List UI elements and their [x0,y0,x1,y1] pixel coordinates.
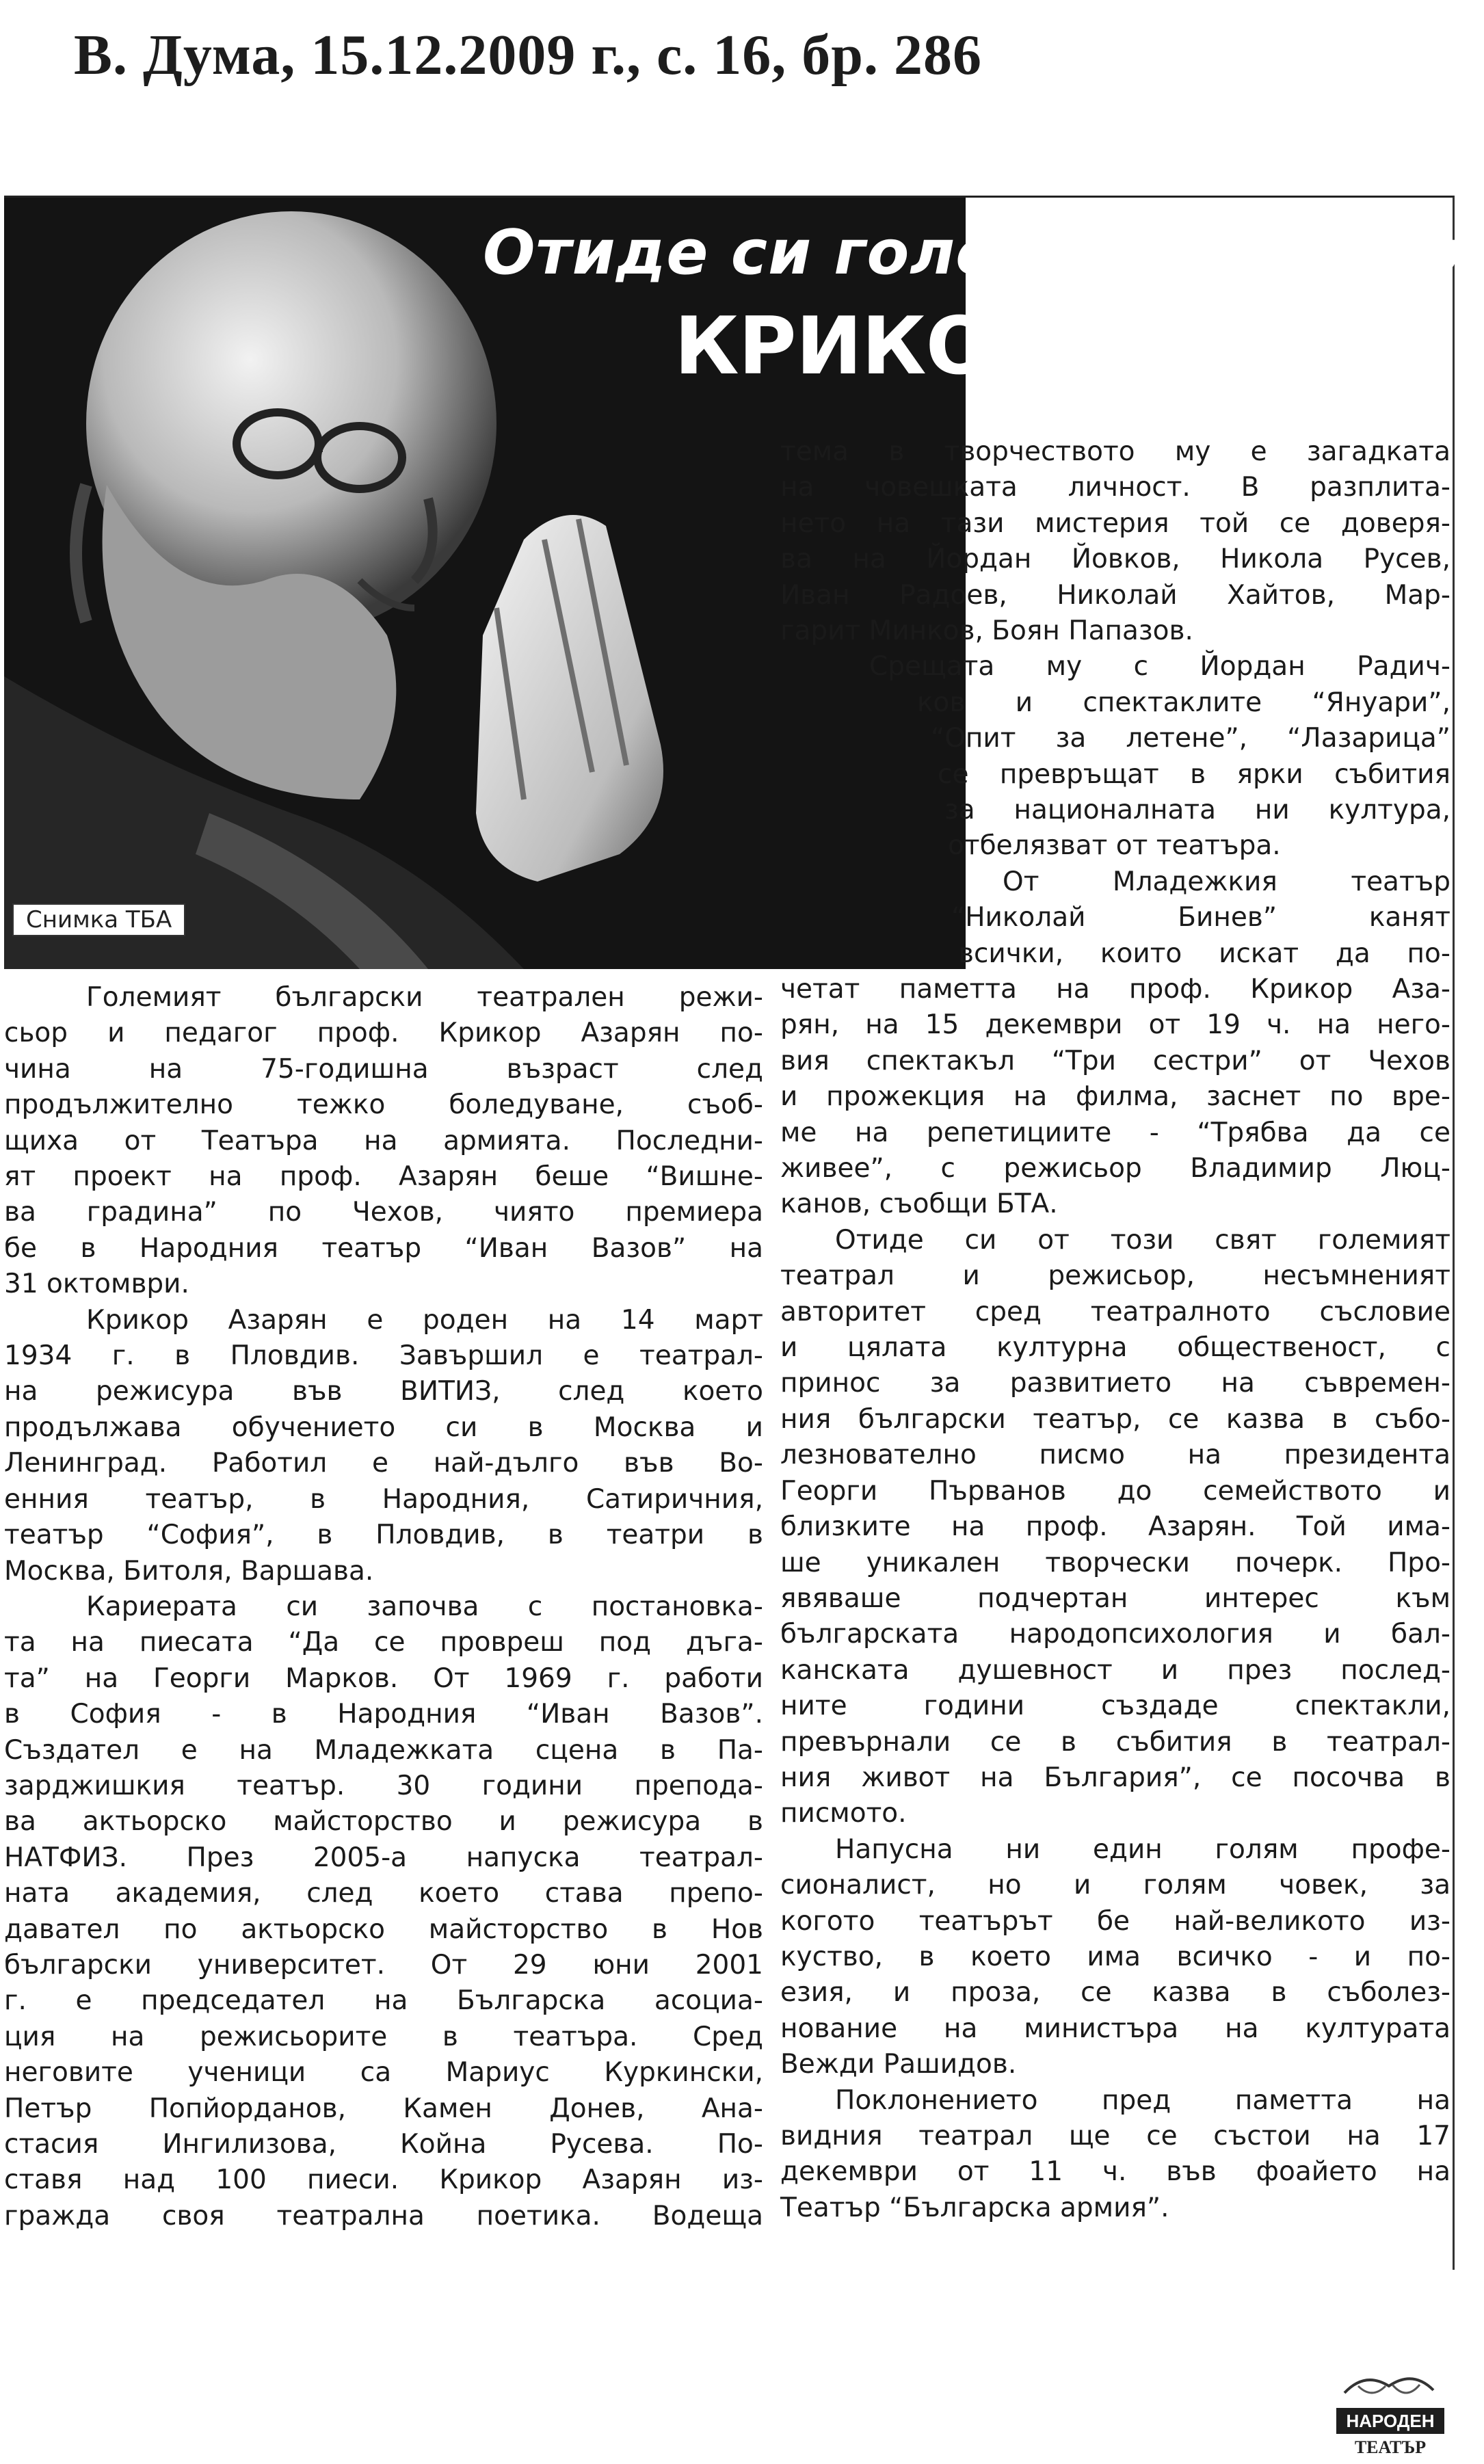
text-line: и цялата културна общественост, с [780,1332,1450,1364]
text-line: ния български театър, се казва в събо- [780,1403,1450,1435]
text-line: на човешката личност. В разплита- [780,472,1450,503]
text-line: щиха от Театъра на армията. Последни- [4,1125,763,1156]
text-line: лезнователно писмо на президента [780,1440,1450,1471]
kicker: Отиде си големият театрал [483,217,1482,289]
text-line: живее”, с режисьор Владимир Люц- [780,1153,1450,1184]
text-line: канската душевност и през послед- [780,1654,1450,1686]
text-line: ков и спектаклите “Януари”, [917,687,1450,718]
left-column [4,980,763,2234]
source-line: В. Дума, 15.12.2009 г., с. 16, бр. 286 [74,23,983,87]
right-column-top [780,434,1450,972]
text-line: бе в Народния театър “Иван Вазов” на [4,1232,763,1264]
text-line: български университет. От 29 юни 2001 [4,1949,763,1981]
text-line: Ленинград. Работил е най-дълго във Во- [4,1448,763,1479]
text-line: Поклонението пред паметта на [835,2084,1450,2116]
text-line: нование на министъра на културата [780,2013,1450,2044]
text-line: ва на Йордан Йовков, Никола Русев, [780,544,1450,575]
text-line: писмото. [780,1798,907,1829]
text-line: та” на Георги Марков. От 1969 г. работи [4,1662,763,1694]
text-line: българската народопсихология и бал- [780,1619,1450,1650]
text-line: видния театрал ще се състои на 17 [780,2121,1450,2151]
text-line: “Опит за летене”, “Лазарица” [931,723,1450,754]
text-line: рян, на 15 декември от 19 ч. на него- [780,1009,1450,1041]
text-line: езия, и проза, се казва в съболез- [780,1977,1450,2009]
text-line: Напусна ни един голям профе- [835,1833,1450,1865]
text-line: близките на проф. Азарян. Той има- [780,1511,1450,1543]
text-line: куство, в което има всичко - и по- [780,1941,1450,1972]
article [4,196,1482,2457]
text-line: Крикор Азарян е роден на 14 март [86,1304,763,1336]
text-line: ната академия, след което става препо- [4,1878,763,1909]
text-line: ме на репетициите - “Трябва да се [780,1117,1450,1148]
text-line: ните години създаде спектакли, [780,1691,1450,1722]
text-line: сьор и педагог проф. Крикор Азарян по- [4,1018,763,1049]
text-line: гражда своя театрална поетика. Водеща [4,2200,763,2231]
text-line: Кариерата си започва с постановка- [86,1591,763,1622]
text-line: ва актьорско майсторство и режисура в [4,1806,763,1838]
text-line: продължително тежко боледуване, съоб- [4,1089,763,1121]
text-line: когото театърът бе най-великото из- [780,1905,1450,1937]
text-line: стасия Ингилизова, Койна Русева. По- [4,2129,763,2160]
text-line: От Младежкия театър [1003,866,1450,897]
text-line: четат паметта на проф. Крикор Аза- [780,974,1450,1005]
text-line: давател по актьорско майсторство в Нов [4,1913,763,1945]
text-line: Георги Първанов до семейството и [780,1475,1450,1507]
text-line: Вежди Рашидов. [780,2049,1017,2080]
text-line: ва градина” по Чехов, чиято премиера [4,1197,763,1228]
right-column [780,972,1450,2226]
stamp-text-1: НАРОДЕН [1346,2411,1435,2431]
text-line: театрал и режисьор, несъмненият [780,1260,1450,1292]
text-line: енния театър, в Народния, Сатиричния, [4,1483,763,1515]
text-line: неговите ученици са Мариус Куркински, [4,2057,763,2089]
text-line: ставя над 100 пиеси. Крикор Азарян из- [4,2164,763,2196]
text-line: принос за развитието на съвремен- [780,1368,1450,1399]
text-line: чина на 75-годишна възраст след [4,1053,763,1085]
text-line: и прожекция на филма, заснет по вре- [780,1081,1450,1113]
text-line: зарджишкия театър. 30 години препода- [4,1770,763,1801]
text-line: Срещата му с Йордан Радич- [869,651,1450,683]
headline-block [483,198,1482,427]
text-line: Големият български театрален режи- [86,982,763,1013]
text-line: 1934 г. в Пловдив. Завършил е театрал- [4,1340,763,1372]
theatre-stamp-logo [1324,2366,1454,2461]
text-line: Театър “Българска армия”. [780,2192,1169,2223]
text-line: се превръщат в ярки събития [938,758,1450,790]
text-line: ция на режисьорите в театъра. Сред [4,2021,763,2052]
text-line: вия спектакъл “Три сестри” от Чехов [780,1045,1450,1076]
text-line: канов, съобщи БТА. [780,1189,1058,1220]
text-line: ше уникален творчески почерк. Про- [780,1547,1450,1578]
text-line: 31 октомври. [4,1269,189,1300]
stamp-icon [1324,2366,1454,2461]
text-line: “Николай Бинев” канят [951,902,1450,933]
text-line: тема в творчеството му е загадката [780,436,1450,467]
text-line: Петър Попйорданов, Камен Донев, Ана- [4,2093,763,2124]
text-line: сионалист, но и голям човек, за [780,1870,1450,1901]
text-line: Москва, Битоля, Варшава. [4,1555,374,1587]
text-line: гарит Минков, Боян Папазов. [780,615,1193,647]
text-line: НАТФИЗ. През 2005-а напуска театрал- [4,1842,763,1873]
text-line: та на пиесата “Да се провреш под дъга- [4,1627,763,1658]
text-line: нето на тази мистерия той се доверя- [780,507,1450,539]
text-line: продължава обучението си в Москва и [4,1412,763,1443]
text-line: в София - в Народния “Иван Вазов”. [4,1699,763,1730]
stamp-text-2: ТЕАТЪР [1354,2437,1427,2457]
text-line: всички, които искат да по- [958,938,1450,969]
text-line: превърнали се в събития в театрал- [780,1726,1450,1758]
text-line: на режисура във ВИТИЗ, след което [4,1376,763,1407]
text-line: ят проект на проф. Азарян беше “Вишне- [4,1161,763,1193]
headline: КРИКОР АЗАРЯН [674,300,1437,393]
text-line: Създател е на Младежката сцена в Па- [4,1734,763,1766]
photo-credit: Снимка ТБА [12,903,185,936]
text-line: Отиде си от този свят големият [835,1224,1450,1256]
text-line: за националната ни култура, [944,795,1450,826]
text-line: декември от 11 ч. във фоайето на [780,2156,1450,2188]
text-line: отбелязват от театъра. [948,830,1281,862]
text-line: ния живот на България”, се посочва в [780,1762,1450,1793]
text-line: явяваше подчертан интерес към [780,1582,1450,1614]
text-line: авторитет сред театралното съсловие [780,1296,1450,1327]
text-line: г. е председател на Българска асоциа- [4,1985,763,2017]
text-line: театър “София”, в Пловдив, в театри в [4,1520,763,1551]
text-line: Иван Радоев, Николай Хайтов, Мар- [780,579,1450,611]
